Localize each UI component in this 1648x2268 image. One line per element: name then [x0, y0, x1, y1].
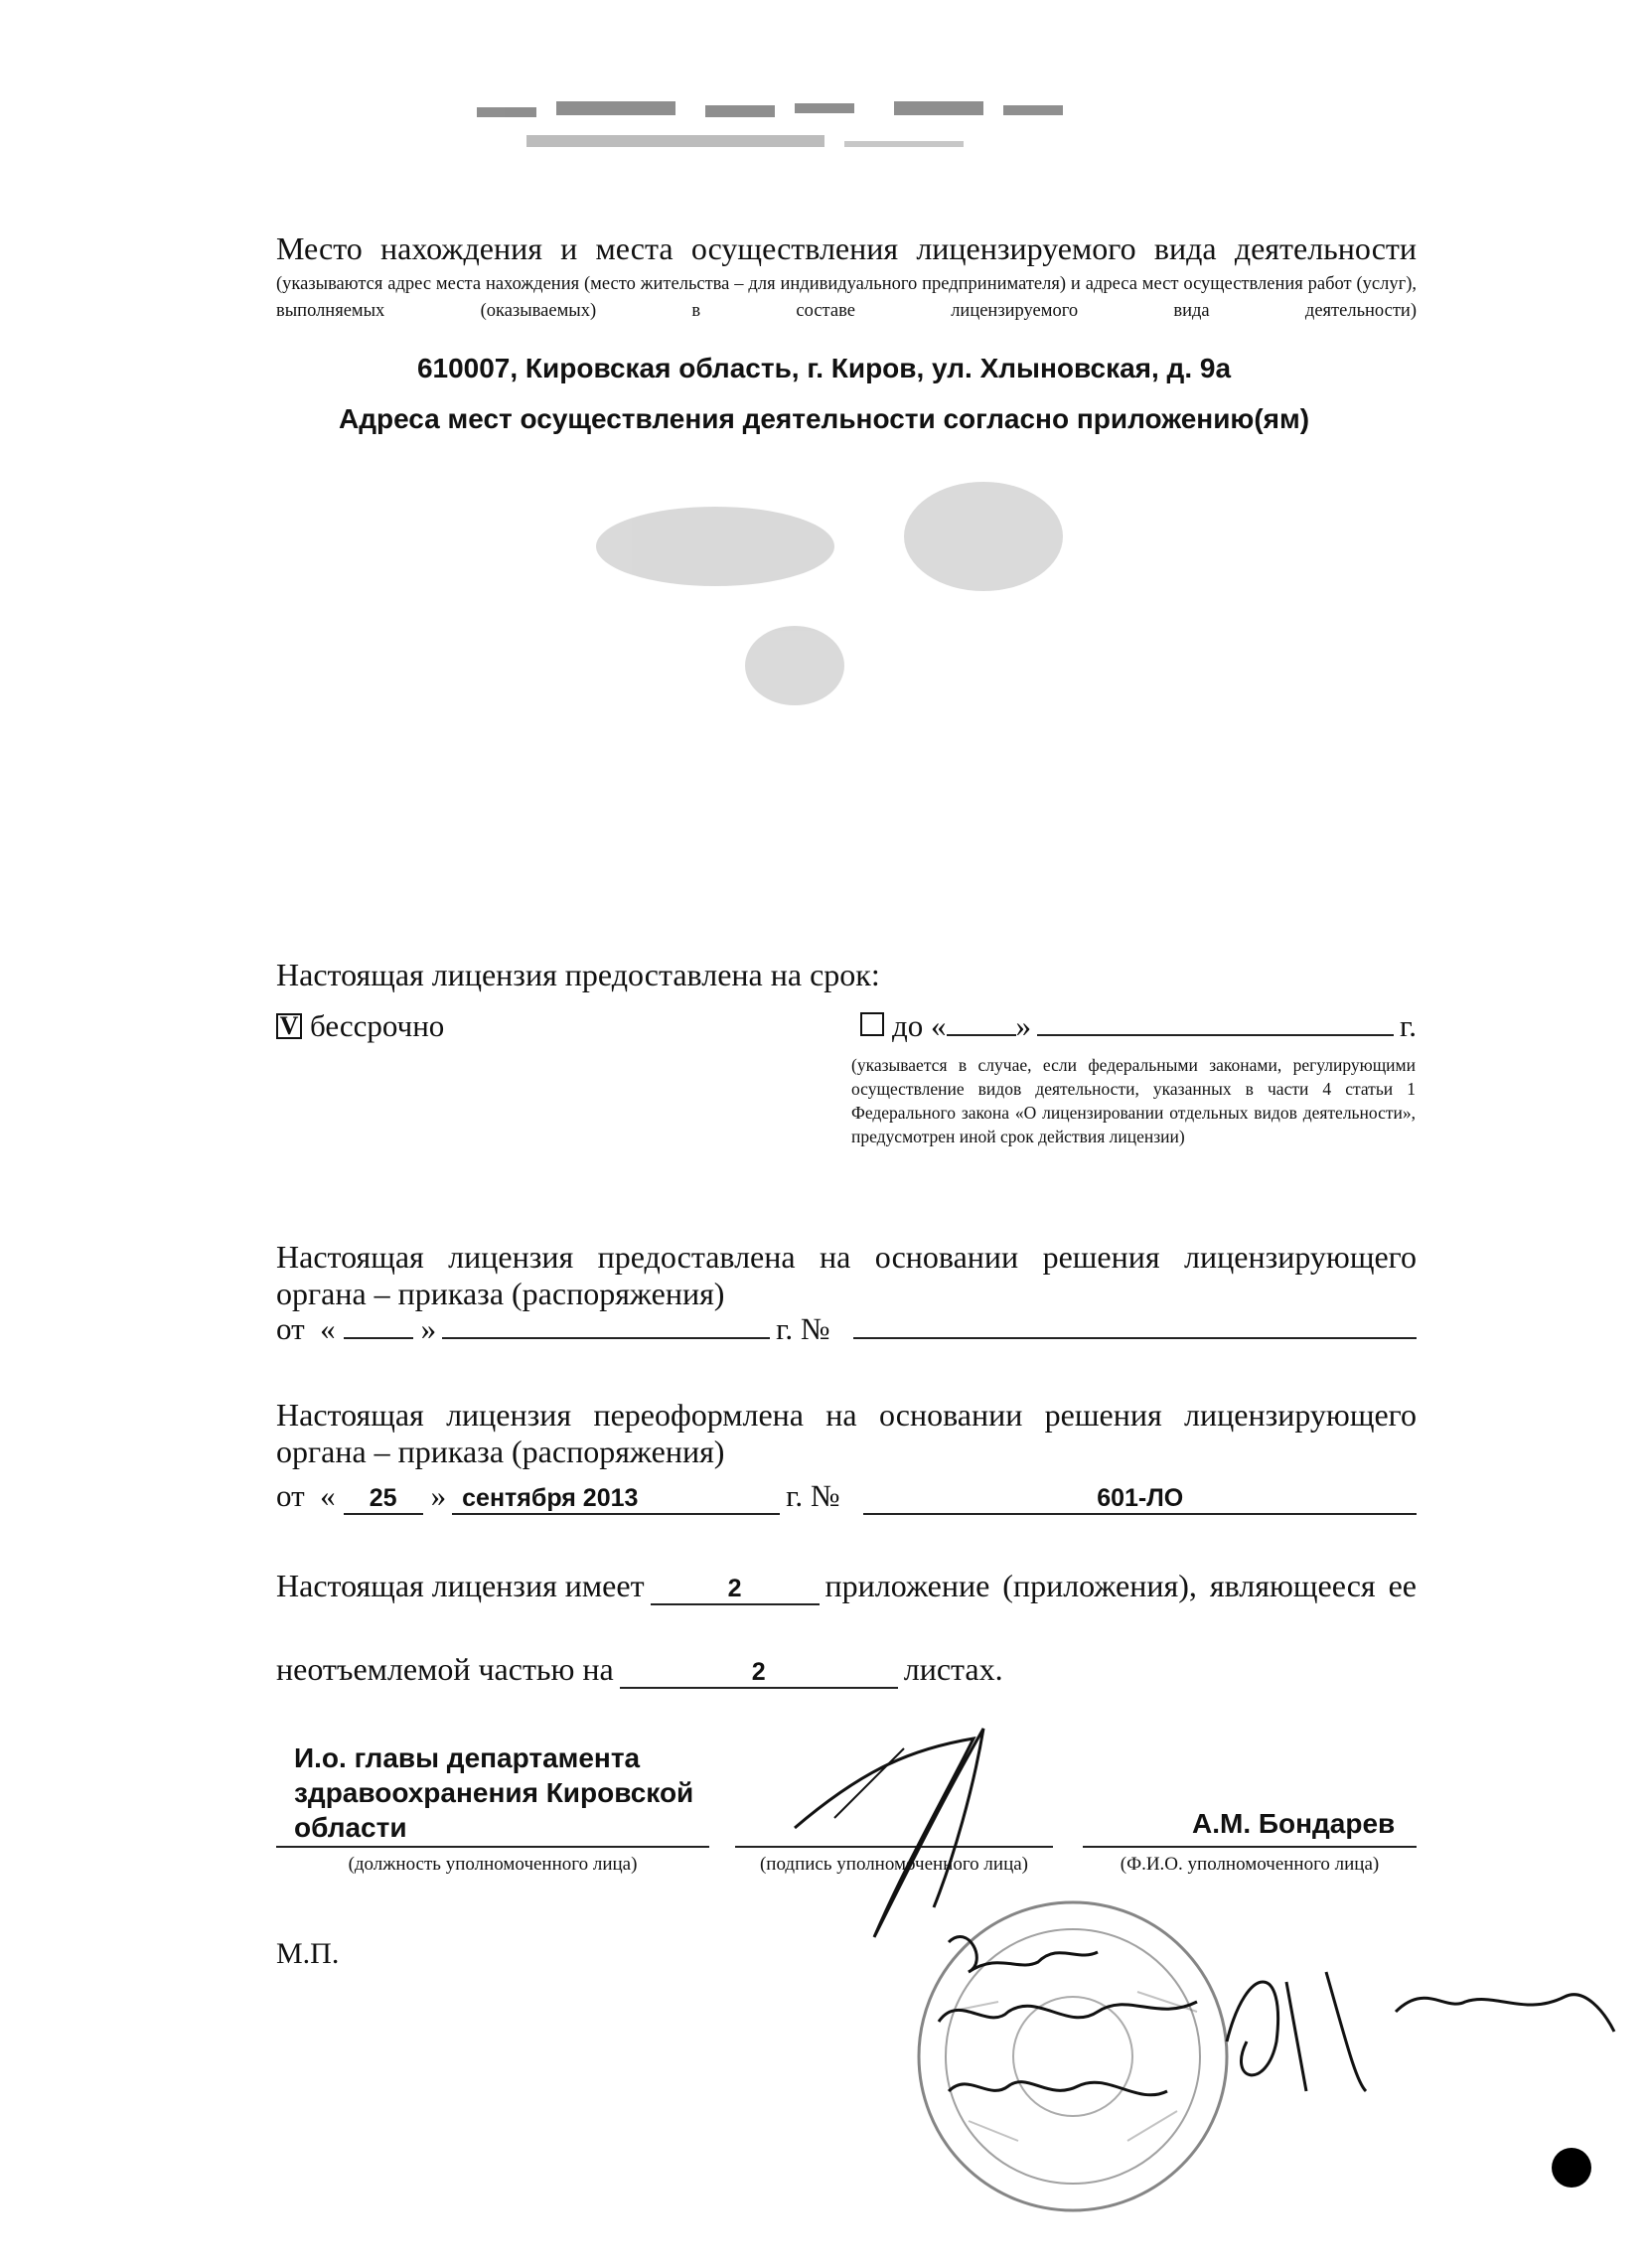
- basis-text: Настоящая лицензия предоставлена на основании решения лицензирующего органа – приказа (распоряжения): [276, 1239, 1417, 1311]
- until-checkbox: [860, 1012, 884, 1036]
- until-prefix: до «: [892, 1008, 947, 1043]
- reissue-from-row: [276, 1478, 1417, 1515]
- reissue-quote-open: «: [320, 1478, 336, 1513]
- caption-position: (должность уполномоченного лица): [348, 1854, 638, 1875]
- official-name: А.М. Бондарев: [1192, 1808, 1396, 1839]
- official-position: [294, 1740, 693, 1845]
- reissue-text: Настоящая лицензия переоформлена на основании решения лицензирующего органа – приказа (распоряжения): [276, 1397, 1417, 1469]
- caption-name: (Ф.И.О. уполномоченного лица): [1120, 1854, 1380, 1875]
- until-option: [860, 1008, 1417, 1044]
- basis-number-blank: [853, 1337, 1417, 1339]
- until-quote-close: »: [1015, 1008, 1032, 1043]
- appendix-count: 2: [651, 1575, 820, 1605]
- until-day-blank: [947, 1034, 1016, 1036]
- official-position-line2: здравоохранения Кировской: [294, 1777, 694, 1808]
- handwritten-certification-icon: [929, 1922, 1624, 2141]
- until-year-suffix: г.: [1400, 1008, 1417, 1043]
- location-title: Место нахождения и места осуществления лицензируемого вида деятельности: [276, 230, 1417, 266]
- addresses-appendix: Адреса мест осуществления деятельности согласно приложению(ям): [338, 403, 1310, 434]
- corner-dot: [1552, 2148, 1591, 2188]
- location-note: (указываются адрес места нахождения (место жительства – для индивидуального предпринимателя) и адреса мест осуществления работ (услуг), выполняемых (оказываемых) в составе лицензируемого вида деятельности): [276, 274, 1417, 321]
- sheets-row: [276, 1651, 1003, 1689]
- print-noise: [467, 89, 1162, 169]
- reissue-number: 601-ЛО: [863, 1484, 1417, 1515]
- scan-noise: [556, 477, 1152, 735]
- perpetual-checkbox: V: [276, 1013, 302, 1039]
- reissue-quote-close: »: [430, 1478, 447, 1513]
- position-line: [276, 1846, 709, 1848]
- mp-label: М.П.: [276, 1937, 340, 1970]
- name-line: [1083, 1846, 1417, 1848]
- term-title: Настоящая лицензия предоставлена на срок:: [276, 957, 880, 992]
- appendix-suffix: приложение (приложения), являющееся ее: [824, 1568, 1417, 1603]
- appendix-row: [276, 1568, 1417, 1605]
- official-position-line3: области: [294, 1812, 407, 1843]
- basis-from-label: от: [276, 1311, 305, 1346]
- basis-year-suffix: г.: [776, 1311, 794, 1346]
- basis-from-row: [276, 1311, 1417, 1347]
- caption-signature: (подпись уполномоченного лица): [759, 1854, 1028, 1875]
- basis-day-blank: [344, 1337, 413, 1339]
- perpetual-option: [276, 1008, 444, 1044]
- reissue-from-label: от: [276, 1478, 305, 1513]
- basis-quote-close: »: [420, 1311, 437, 1346]
- address-line: 610007, Кировская область, г. Киров, ул. Хлыновская, д. 9а: [416, 353, 1232, 383]
- reissue-month-year: сентября 2013: [452, 1484, 780, 1515]
- sheets-suffix: листах.: [903, 1651, 1003, 1687]
- basis-quote-open: «: [320, 1311, 336, 1346]
- perpetual-label: бессрочно: [310, 1008, 445, 1043]
- reissue-day: 25: [344, 1484, 423, 1515]
- reissue-year-suffix: г.: [786, 1478, 804, 1513]
- appendix-prefix: Настоящая лицензия имеет: [276, 1568, 645, 1603]
- sheets-count: 2: [620, 1658, 898, 1689]
- basis-number-label: №: [800, 1311, 830, 1346]
- official-position-line1: И.о. главы департамента: [294, 1742, 641, 1773]
- until-note: (указывается в случае, если федеральными законами, регулирующими осуществление видов деятельности, указанных в части 4 статьи 1 Федерального закона «О лицензировании отдельных видов деятельности», предусмотрен иной срок действия лицензии): [851, 1055, 1416, 1146]
- basis-date-blank: [442, 1337, 770, 1339]
- reissue-number-label: №: [810, 1478, 840, 1513]
- until-date-blank: [1037, 1034, 1394, 1036]
- sheets-prefix: неотъемлемой частью на: [276, 1651, 614, 1687]
